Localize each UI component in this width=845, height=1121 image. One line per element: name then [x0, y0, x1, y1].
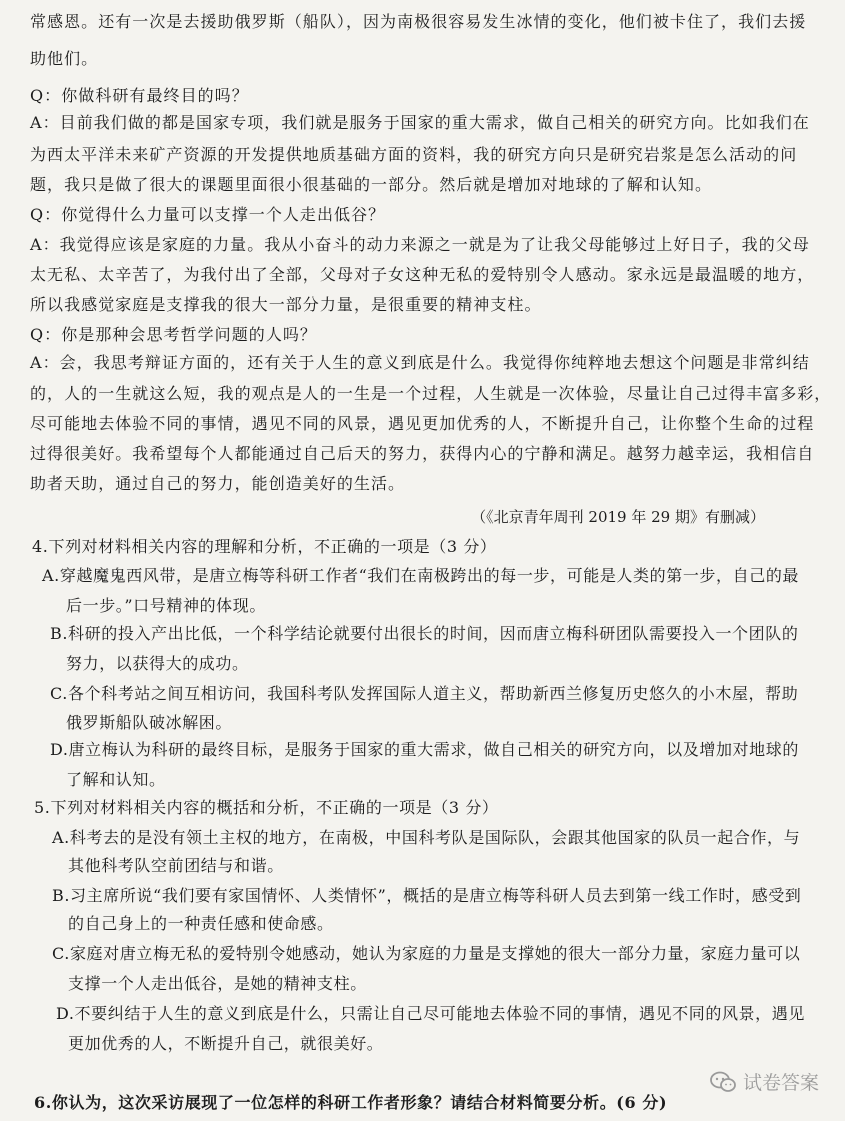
watermark	[709, 1068, 819, 1095]
passage-source: （《北京青年周刊 2019 年 29 期》有删减）	[471, 508, 765, 526]
question-4-option-c: C.各个科考站之间互相访问，我国科考队发挥国际人道主义，帮助新西兰修复历史悠久的小木屋，帮助	[50, 684, 799, 703]
question-4-option-a: A.穿越魔鬼西风带，是唐立梅等科研工作者“我们在南极跨出的每一步，可能是人类的第一步，自己的最	[42, 566, 800, 585]
question-4-option-d-cont: 了解和认知。	[66, 770, 166, 789]
question-4-option-c-cont: 俄罗斯船队破冰解困。	[66, 713, 233, 732]
question-4-option-d: D.唐立梅认为科研的最终目标，是服务于国家的重大需求，做自己相关的研究方向，以及增加对地球的	[50, 740, 799, 759]
passage-line: Q：你做科研有最终目的吗？	[30, 86, 249, 105]
passage-line: A：我觉得应该是家庭的力量。我从小奋斗的动力来源之一就是为了让我父母能够过上好日子，我的父母	[30, 235, 810, 254]
question-5-stem: 5.下列对材料相关内容的概括和分析，不正确的一项是（3 分）	[34, 798, 499, 817]
passage-line: Q：你是那种会思考哲学问题的人吗？	[30, 325, 317, 344]
passage-line: A：目前我们做的都是国家专项，我们就是服务于国家的重大需求，做自己相关的研究方向。比如我们在	[30, 113, 810, 132]
question-5-option-b: B.习主席所说“我们要有家国情怀、人类情怀”，概括的是唐立梅等科研人员去到第一线工作时，感受到	[52, 886, 802, 905]
question-6-stem: 6.你认为，这次采访展现了一位怎样的科研工作者形象？请结合材料简要分析。(6 分)	[34, 1093, 668, 1112]
question-5-option-c: C.家庭对唐立梅无私的爱特别令她感动，她认为家庭的力量是支撑她的很大一部分力量，家庭力量可以	[52, 944, 801, 963]
question-4-option-b: B.科研的投入产出比低，一个科学结论就要付出很长的时间，因而唐立梅科研团队需要投入一个团队的	[50, 624, 799, 643]
passage-line: A：会，我思考辩证方面的，还有关于人生的意义到底是什么。我觉得你纯粹地去想这个问题是非常纠结	[30, 353, 810, 372]
passage-line: 助他们。	[30, 49, 99, 68]
passage-line: 过得很美好。我希望每个人都能通过自己后天的努力，获得内心的宁静和满足。越努力越幸运，我相信自	[30, 444, 815, 463]
question-5-option-a-cont: 其他科考队空前团结与和谐。	[68, 856, 284, 875]
question-4-stem: 4.下列对材料相关内容的理解和分析，不正确的一项是（3 分）	[32, 537, 497, 556]
passage-line: 助者天助，通过自己的努力，能创造美好的生活。	[30, 474, 406, 493]
question-5-option-d-cont: 更加优秀的人，不断提升自己，就很美好。	[68, 1034, 384, 1053]
question-5-option-a: A.科考去的是没有领土主权的地方，在南极，中国科考队是国际队，会跟其他国家的队员一起合作，与	[52, 828, 801, 847]
question-5-option-c-cont: 支撑一个人走出低谷，是她的精神支柱。	[68, 974, 367, 993]
question-4-option-a-cont: 后一步。”口号精神的体现。	[66, 596, 266, 615]
passage-line: 为西太平洋未来矿产资源的开发提供地质基础方面的资料，我的研究方向只是研究岩浆是怎么活动的问	[30, 145, 798, 164]
passage-line: 太无私、太辛苦了，为我付出了全部，父母对子女这种无私的爱特别令人感动。家永远是最温暖的地方，	[30, 265, 815, 284]
passage-line: Q：你觉得什么力量可以支撑一个人走出低谷？	[30, 205, 386, 224]
passage-line: 尽可能地去体验不同的事情，遇见不同的风景，遇见更加优秀的人，不断提升自己，让你整个生命的过程	[30, 414, 815, 433]
passage-line: 题，我只是做了很大的课题里面很小很基础的一部分。然后就是增加对地球的了解和认知。	[30, 175, 713, 194]
watermark-text: 试卷答案	[742, 1072, 819, 1094]
passage-line: 常感恩。还有一次是去援助俄罗斯（船队），因为南极很容易发生冰情的变化，他们被卡住了，我们去援	[30, 12, 807, 31]
question-5-option-b-cont: 的自己身上的一种责任感和使命感。	[68, 914, 334, 933]
passage-line: 所以我感觉家庭是支撑我的很大一部分力量，是很重要的精神支柱。	[30, 295, 542, 314]
question-5-option-d: D.不要纠结于人生的意义到底是什么，只需让自己尽可能地去体验不同的事情，遇见不同的风景，遇见	[56, 1004, 805, 1023]
question-4-option-b-cont: 努力，以获得大的成功。	[66, 654, 249, 673]
passage-line: 的，人的一生就这么短，我的观点是人的一生是一个过程，人生就是一次体验，尽量让自己过得丰富多彩，	[30, 384, 832, 403]
wechat-icon	[709, 1070, 737, 1094]
